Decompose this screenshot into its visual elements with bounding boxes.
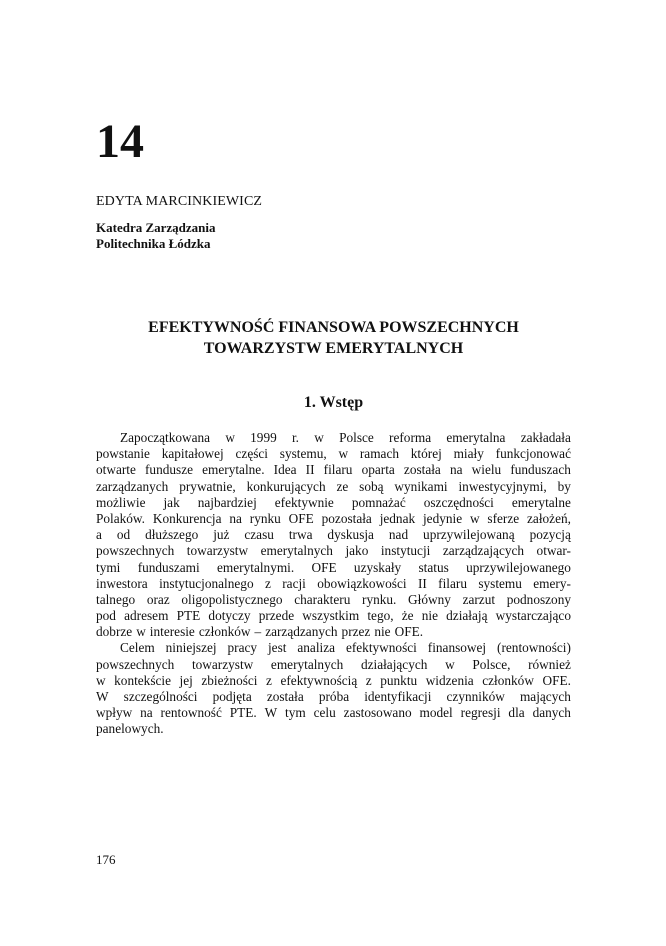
affiliation-department: Katedra Zarządzania	[96, 220, 216, 235]
text-line: pod adresem PTE dotyczy przede wszystkim tego, że nie działają wystarczająco	[96, 608, 571, 624]
text-line: a od dłuższego już czasu trwa dyskusja nad uprzywilejowaną pozycją	[96, 527, 571, 543]
affiliation-institution: Politechnika Łódzka	[96, 236, 211, 251]
text-line: Celem niniejszej pracy jest analiza efektywności finansowej (rentowności)	[120, 640, 571, 656]
page-number: 176	[96, 852, 116, 867]
text-line: panelowych.	[96, 721, 164, 737]
text-line: Zapoczątkowana w 1999 r. w Polsce reforma emerytalna zakładała	[120, 430, 571, 445]
text-line: wpływ na rentowność PTE. W tym celu zastosowano model regresji dla danych	[96, 705, 571, 721]
text-line: w kontekście jej zbieżności z efektywnością z punktu widzenia członków OFE.	[96, 672, 571, 688]
section-heading: 1. Wstęp	[303, 394, 364, 411]
text-line: talnego oraz oligopolistycznego charakteru rynku. Główny zarzut podnoszony	[96, 591, 571, 607]
chapter-title-line: TOWARZYSTW EMERYTALNYCH	[203, 340, 464, 357]
chapter-title-line: EFEKTYWNOŚĆ FINANSOWA POWSZECHNYCH	[148, 319, 519, 336]
text-line: Polaków. Konkurencja na rynku OFE pozostała jednak jedynie w sferze założeń,	[96, 510, 571, 526]
text-line: W szczególności podjęta została próba identyfikacji czynników mających	[96, 689, 571, 704]
paragraph	[96, 430, 571, 640]
paragraph	[96, 640, 571, 737]
author-affiliation	[96, 220, 216, 252]
text-line: powstanie kapitałowej części systemu, w ramach której miały funkcjonować	[96, 446, 571, 462]
text-line: powszechnych towarzystw emerytalnych jako instytucji zarządzających otwar-	[96, 543, 571, 559]
chapter-title	[96, 317, 571, 359]
text-line: dobrze w interesie członków – zarządzanych przez nie OFE.	[96, 624, 424, 640]
text-line: możliwie jak najbardziej efektywnie pomnażać oszczędności emerytalne	[96, 494, 571, 510]
body-text	[96, 430, 571, 738]
text-line: tymi funduszami emerytalnymi. OFE uzyskały status uprzywilejowanego	[96, 559, 571, 575]
chapter-number: 14	[96, 115, 144, 168]
text-line: inwestora instytucjonalnego z racji obowiązkowości II filaru systemu emery-	[96, 575, 571, 591]
author-name: EDYTA MARCINKIEWICZ	[96, 194, 263, 209]
text-line: zarządzanych prywatnie, konkurujących ze sobą wynikami inwestycyjnymi, by	[96, 478, 571, 494]
text-line: powszechnych towarzystw emerytalnych działających w Polsce, również	[96, 656, 571, 672]
text-line: otwarte fundusze emerytalne. Idea II filaru oparta została na wielu funduszach	[96, 462, 571, 478]
